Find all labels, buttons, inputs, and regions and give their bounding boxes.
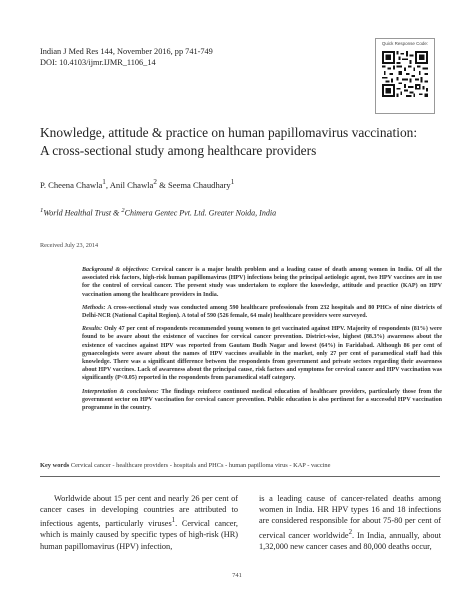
section-text: The findings reinforce continued medical education of healthcare providers, particularly those from the government sector on HPV vaccination for cervical cancer prevention. Public education is also pertinent for a successful HPV vaccination programme in the country. bbox=[82, 388, 442, 412]
author-name: P. Cheena Chawla bbox=[40, 179, 103, 190]
qr-code-label: Quick Response Code: bbox=[381, 41, 429, 46]
divider bbox=[40, 476, 440, 477]
section-label: Results: bbox=[82, 326, 103, 333]
qr-code-box bbox=[375, 38, 435, 114]
section-label: Interpretation & conclusions: bbox=[82, 388, 159, 395]
affiliation-text: World Healthal Trust & bbox=[43, 208, 122, 218]
body-text: . In India, annually, about 1,32,000 new cancer cases and 80,000 deaths occur, bbox=[259, 530, 441, 551]
affiliation-text: Chimera Gentec Pvt. Ltd. Greater Noida, India bbox=[124, 208, 277, 218]
abstract-background bbox=[82, 266, 442, 299]
affiliation-mark: 1 bbox=[40, 207, 44, 214]
title-line-2: A cross-sectional study among healthcare providers bbox=[40, 143, 317, 158]
section-text: A cross-sectional study was conducted among 590 healthcare professionals from 232 hospitals and 80 PHCs of nine districts of Delhi-NCR (National Capital Region). A total of 590 (526 female, 64 male) healthcare providers were surveyed. bbox=[82, 304, 442, 320]
keywords-text: Cervical cancer - healthcare providers - hospitals and PHCs - human papilloma virus - KAP - vaccine bbox=[69, 462, 331, 469]
affiliations bbox=[40, 207, 276, 218]
body-text: Worldwide about 15 per cent and nearly 26 per cent of cancer cases in developing countries are attributed to infectious agents, particularly viruses bbox=[40, 494, 238, 529]
body-text: . Cervical cancer, which is mainly caused by specific types of high-risk (HR) human papillomavirus (HPV) infection, bbox=[40, 519, 238, 551]
title-line-1: Knowledge, attitude & practice on human papillomavirus vaccination: bbox=[40, 125, 418, 140]
body-text: is a leading cause of cancer-related deaths among women in India. HR HPV types 16 and 18 infections are considered responsible for about 75-80 per cent of cervical cancer worldwide bbox=[259, 494, 441, 540]
journal-reference: Indian J Med Res 144, November 2016, pp 741-749 bbox=[40, 47, 213, 56]
body-column-left bbox=[40, 493, 238, 552]
author-name: & Seema Chaudhary bbox=[156, 179, 231, 190]
author-affiliation-mark: 1 bbox=[230, 178, 235, 186]
keywords-label: Key words bbox=[40, 462, 70, 469]
abstract bbox=[82, 266, 442, 417]
keywords bbox=[40, 462, 440, 469]
affiliation-mark: 2 bbox=[121, 207, 125, 214]
author-name: , Anil Chawla bbox=[105, 179, 154, 190]
abstract-results bbox=[82, 325, 442, 382]
section-text: Only 47 per cent of respondents recommended young women to get vaccinated against HPV. Majority of respondents (81%) were found to be aware about the existence of vaccines for cervical cancer prevention. District-wise, highest (88.3%) awareness about the existence of vaccines against HPV was reported from Gautam Budh Nagar and lowest (64%) in Faridabad. Although 86 per cent of gynaecologists were aware about the names of HPV vaccines available in the market, only 27 per cent of paramedical staff had this knowledge. There was a significant difference between the respondents from government and private sectors regarding their awareness about HPV vaccines. Lack of awareness about the principal cause, risk factors and symptoms for cervical cancer and HPV vaccination was significantly (P<0.05) reported in the respondents from paramedical staff category. bbox=[82, 326, 442, 382]
author-affiliation-mark: 2 bbox=[153, 178, 157, 186]
doi: DOI: 10.4103/ijmr.IJMR_1106_14 bbox=[40, 58, 156, 67]
journal-citation bbox=[40, 46, 213, 68]
qr-code-icon[interactable] bbox=[382, 51, 428, 97]
page-number: 741 bbox=[232, 572, 242, 579]
abstract-interpretation bbox=[82, 388, 442, 413]
citation-mark: 1 bbox=[171, 517, 176, 525]
abstract-methods bbox=[82, 304, 442, 320]
received-date: Received July 23, 2014 bbox=[40, 242, 99, 249]
citation-mark: 2 bbox=[348, 528, 353, 536]
section-label: Background & objectives: bbox=[82, 267, 149, 273]
section-label: Methods: bbox=[82, 304, 106, 311]
section-text: Cervical cancer is a major health problem and a leading cause of death among women in India. Of all the associated risk factors, high-risk human papillomavirus (HPV) infections being the principal aetiologic agent, two HPV vaccines are in use for the control of cervical cancer. The present study was undertaken to explore the knowledge, attitude and practice (KAP) on HPV vaccination among the healthcare providers in India. bbox=[82, 267, 442, 298]
body-column-right bbox=[259, 493, 441, 552]
author-list bbox=[40, 178, 234, 190]
author-affiliation-mark: 1 bbox=[102, 178, 106, 186]
article-title bbox=[40, 124, 440, 160]
